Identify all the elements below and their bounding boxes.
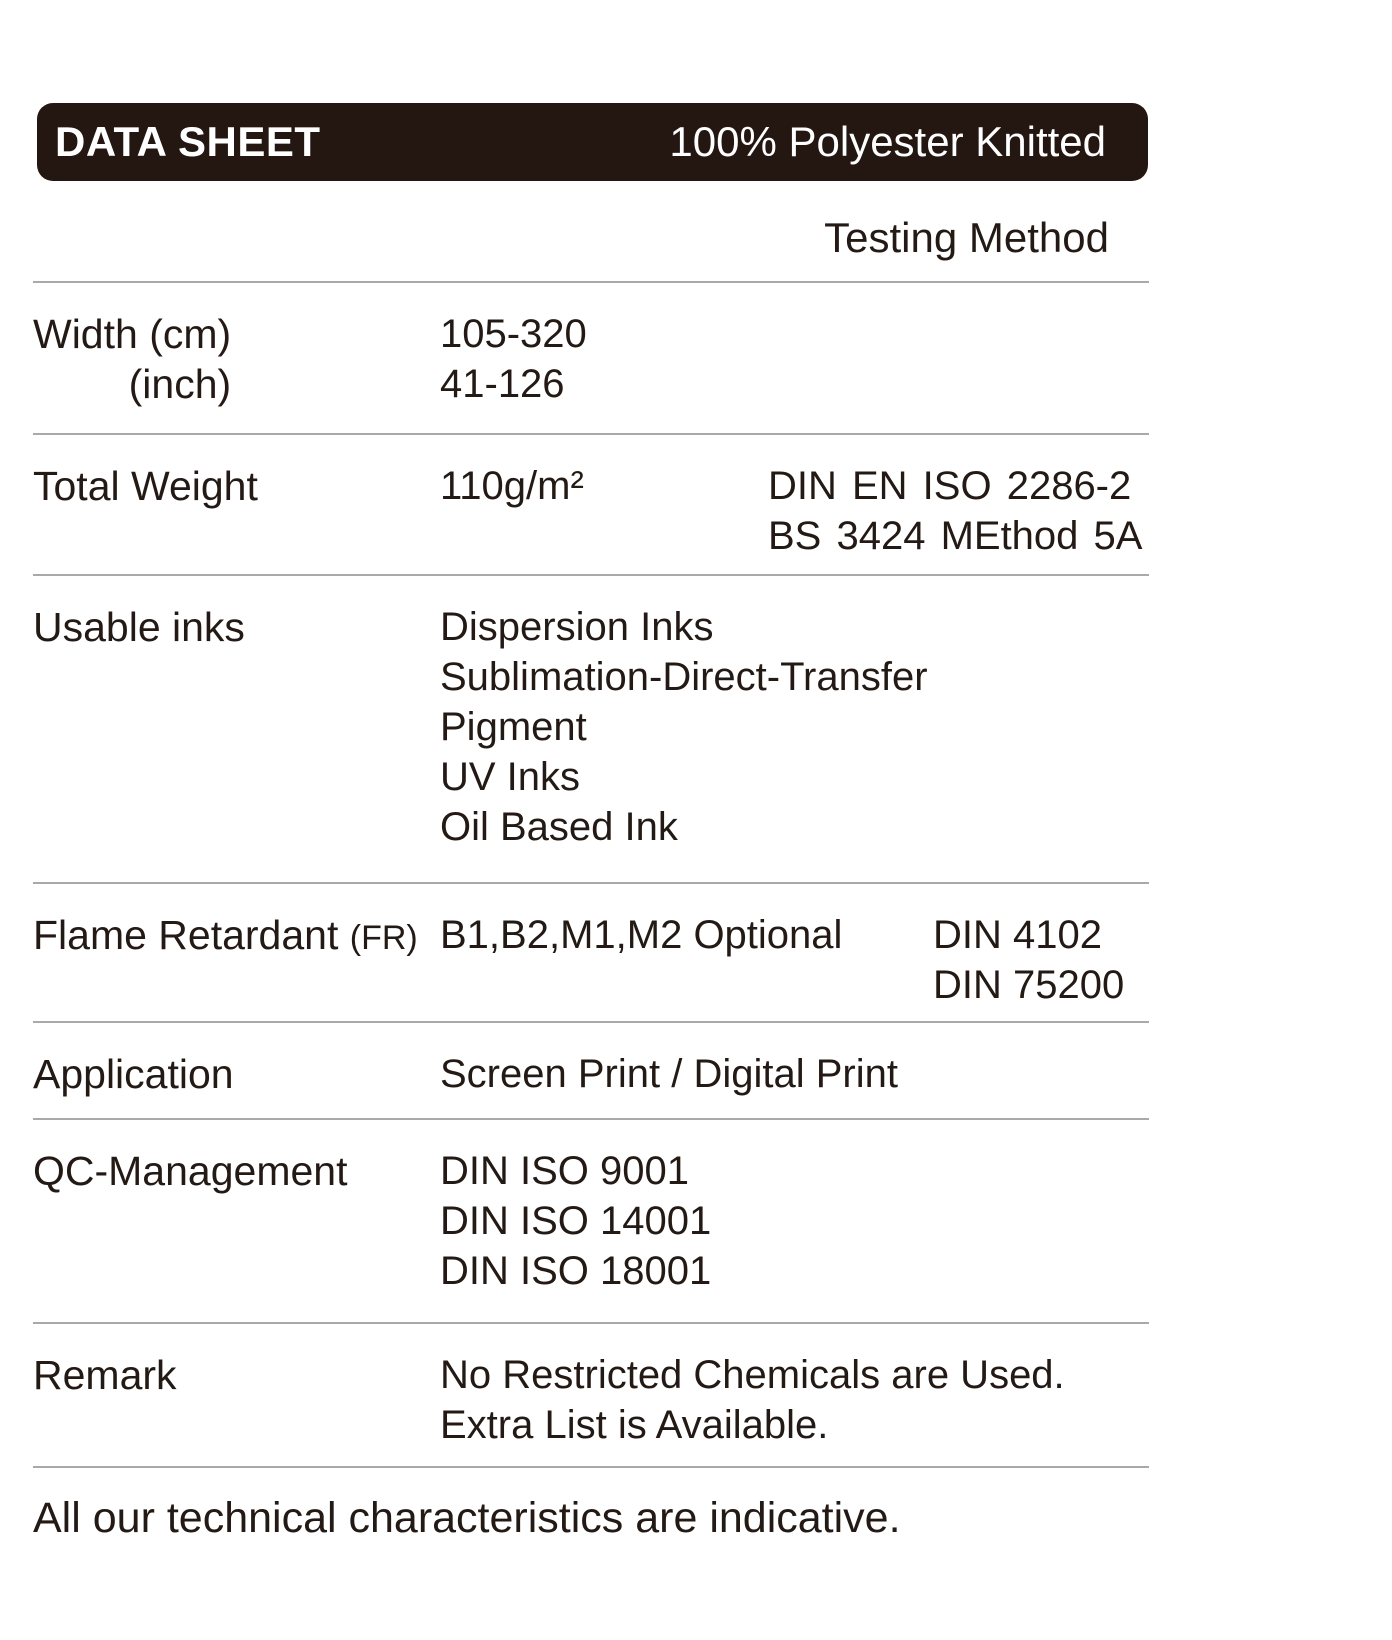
table-row-total-weight	[33, 435, 1149, 574]
value-line: DIN ISO 18001	[440, 1249, 712, 1293]
row-values-flame-retardant	[440, 910, 933, 1010]
page-title: DATA SHEET	[55, 118, 321, 165]
value-line: DIN ISO 9001	[440, 1149, 690, 1193]
row-values-remark	[440, 1350, 1149, 1450]
value-line: Dispersion Inks	[440, 605, 714, 649]
footer-note: All our technical characteristics are indicative.	[33, 1494, 901, 1542]
table-row-remark	[33, 1324, 1149, 1466]
row-label-remark: Remark	[33, 1352, 177, 1398]
row-values-qc-management	[440, 1146, 1149, 1296]
value-line: 110g/m²	[440, 464, 584, 508]
row-label-total-weight: Total Weight	[33, 463, 258, 509]
row-values-usable-inks	[440, 602, 1149, 852]
value-line: Oil Based Ink	[440, 805, 678, 849]
table-row-flame-retardant	[33, 884, 1149, 1021]
divider	[33, 1466, 1149, 1468]
table-row-usable-inks	[33, 576, 1149, 882]
value-line: Screen Print / Digital Print	[440, 1052, 898, 1096]
spec-table	[33, 0, 1149, 1544]
method-line: DIN 4102	[933, 913, 1102, 957]
width-cm-label: Width (cm)	[33, 311, 232, 357]
value-line: B1,B2,M1,M2 Optional	[440, 913, 843, 957]
row-values-width	[440, 309, 1149, 409]
testing-method-header: Testing Method	[824, 214, 1109, 261]
value-line: Extra List is Available.	[440, 1403, 829, 1447]
row-methods-flame-retardant	[933, 910, 1149, 1010]
row-label-qc-management: QC-Management	[33, 1148, 348, 1194]
value-line: No Restricted Chemicals are Used.	[440, 1353, 1065, 1397]
method-line: BS 3424 MEthod 5A	[768, 514, 1143, 558]
row-label-flame-retardant	[33, 910, 440, 1010]
value-line: Pigment	[440, 705, 587, 749]
table-row-width	[33, 283, 1149, 433]
row-values-total-weight	[440, 461, 768, 561]
table-row-application	[33, 1023, 1149, 1118]
width-inch-label: (inch)	[128, 361, 232, 407]
fr-suffix-label: (FR)	[349, 919, 418, 957]
row-label-usable-inks: Usable inks	[33, 604, 245, 650]
table-row-qc-management	[33, 1120, 1149, 1322]
row-label-width	[33, 309, 440, 409]
row-methods-total-weight	[768, 461, 1149, 561]
row-values-application	[440, 1049, 1149, 1099]
value-line: UV Inks	[440, 755, 581, 799]
row-label-application: Application	[33, 1051, 234, 1097]
product-name: 100% Polyester Knitted	[669, 118, 1106, 165]
value-line: 105-320	[440, 312, 587, 356]
value-line: DIN ISO 14001	[440, 1199, 712, 1243]
value-line: 41-126	[440, 362, 565, 406]
method-line: DIN 75200	[933, 963, 1125, 1007]
method-line: DIN EN ISO 2286-2	[768, 464, 1132, 508]
value-line: Sublimation-Direct-Transfer	[440, 655, 928, 699]
flame-retardant-label: Flame Retardant	[33, 912, 339, 958]
